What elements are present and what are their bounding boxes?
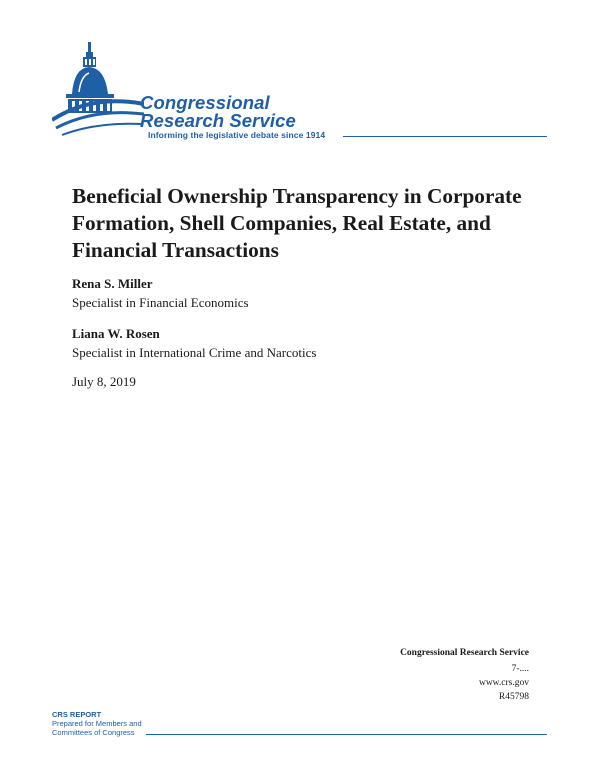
org-name-line1: Congressional [140, 92, 270, 113]
footer-prepared-label: Prepared for Members and [52, 719, 142, 728]
author-role: Specialist in Financial Economics [72, 295, 249, 310]
info-report-number: R45798 [498, 692, 529, 702]
footer-divider [146, 734, 547, 735]
info-organization: Congressional Research Service [400, 648, 529, 658]
report-title: Beneficial Ownership Transparency in Corporate Formation, Shell Companies, Real Estate, and Financial Transactions [72, 184, 522, 262]
author-name: Liana W. Rosen [72, 326, 160, 341]
footer-crs-report-label: CRS REPORT [52, 710, 102, 719]
capitol-dome-logo-icon [52, 42, 144, 142]
info-code: 7-.... [511, 664, 529, 674]
org-tagline: Informing the legislative debate since 1914 [148, 130, 326, 140]
header-divider [343, 136, 547, 137]
org-logo-wordmark [140, 94, 296, 130]
report-date: July 8, 2019 [72, 374, 136, 389]
author-name: Rena S. Miller [72, 276, 153, 291]
info-website: www.crs.gov [478, 678, 529, 688]
org-name-line2: Research Service [140, 110, 296, 131]
author-role: Specialist in International Crime and Narcotics [72, 345, 317, 360]
footer-committees-label: Committees of Congress [52, 728, 135, 737]
